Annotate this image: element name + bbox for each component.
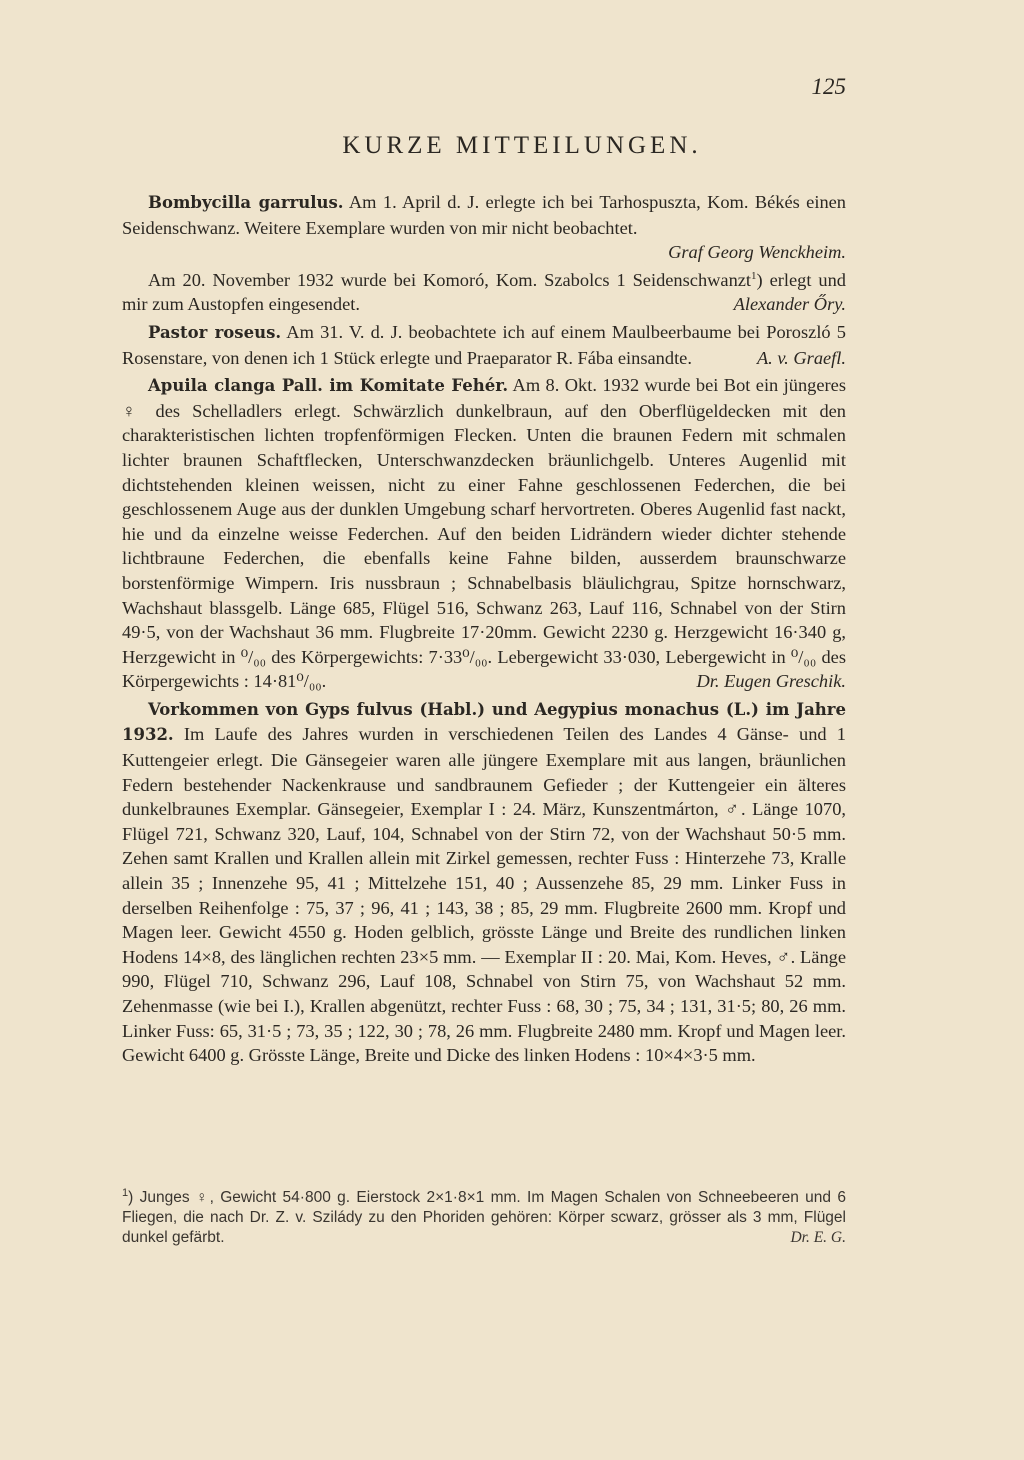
note-title: Pastor roseus. <box>148 322 282 342</box>
note-bombycilla <box>122 190 846 265</box>
footnote-signature: Dr. E. G. <box>790 1229 846 1246</box>
note-text: Am 20. November 1932 wurde bei Komoró, Kom. Szabolcs 1 Seidenschwanzt <box>148 269 752 290</box>
note-text-after: ) erlegt und mir zum Austopfen eingesendet. <box>122 269 846 315</box>
note-signature: Dr. Eugen Greschik. <box>696 671 846 692</box>
note-pastor <box>122 320 846 370</box>
note-text: Im Laufe des Jahres wurden in verschiedenen Teilen des Landes 4 Gänse- und 1 Kuttengeier erlegt. Die Gänsegeier waren alle jüngere Exemplare mit aus langen, bräunlichen Federn bestehender Nackenkrause und sandbraunem Gefieder ; der Kuttengeier ein älteres dunkelbraunes Exemplar. Gänsegeier, Exemplar I : 24. März, Kunszentmárton, ♂. Länge 1070, Flügel 721, Schwanz 320, Lauf, 104, Schnabel von der Stirn 72, von der Wachshaut 50·5 mm. Zehen samt Krallen und Krallen allein mit Zirkel gemessen, rechter Fuss : Hinterzehe 73, Kralle allein 35 ; Innenzehe 95, 41 ; Mittelzehe 151, 40 ; Aussenzehe 85, 29 mm. Linker Fuss in derselben Reihenfolge : 75, 37 ; 96, 41 ; 143, 38 ; 85, 29 mm. Flugbreite 2600 mm. Kropf und Magen leer. Gewicht 4550 g. Hoden gelblich, grösste Länge und Breite des rundlichen linken Hodens 14×8, des länglichen rechten 23×5 mm. — Exemplar II : 20. Mai, Kom. Heves, ♂. Länge 990, Flügel 710, Schwanz 296, Lauf 108, Schnabel von Stirn 75, von Wachshaut 52 mm. Zehenmasse (wie bei I.), Krallen abgenützt, rechter Fuss : 68, 30 ; 75, 34 ; 131, 31·5; 80, 26 mm. Linker Fuss: 65, 31·5 ; 73, 35 ; 122, 30 ; 78, 26 mm. Flugbreite 2480 mm. Kropf und Magen leer. Gewicht 6400 g. Grösste Länge, Breite und Dicke des linken Hodens : 10×4×3·5 mm. <box>122 724 846 1066</box>
note-seidenschwanz <box>122 268 846 317</box>
note-signature: Graf Georg Wenckheim. <box>668 242 846 263</box>
footnote-text: ) Junges ♀, Gewicht 54·800 g. Eierstock 2×1·8×1 mm. Im Magen Schalen von Schneebeeren und 6 Fliegen, die nach Dr. Z. v. Szilády zu den Phoriden gehören: Körper scwarz, grösser als 3 mm, Flügel dunkel gefärbt. <box>122 1189 846 1246</box>
note-gyps <box>122 697 846 1068</box>
note-signature: Alexander Őry. <box>733 294 846 315</box>
note-text: Am 8. Okt. 1932 wurde bei Bot ein jüngeres ♀ des Schelladlers erlegt. Schwärzlich dunkelbraun, auf den Oberflügeldecken mit den charakteristischen lichten tropfenförmigen Flecken. Unten die braunen Federn mit schmalen lichter braunen Schaftflecken, Unterschwanzdecken bräunlichgelb. Unteres Augenlid mit dichtstehenden kleinen weissen, nicht zu einer Fahne geschlossenen Federchen, die bei geschlossenem Auge aus der dunklen Umgebung scharf hervortreten. Oberes Augenlid fast nackt, hie und da einzelne weisse Federchen. Auf den beiden Lidrändern wieder dichter stehende lichtbraune Federchen, die ebenfalls keine Fahne bilden, ausserdem braunschwarze borstenförmige Wimpern. Iris nussbraun ; Schnabelbasis bläulichgrau, Spitze hornschwarz, Wachshaut blassgelb. Länge 685, Flügel 516, Schwanz 263, Lauf 116, Schnabel von der Stirn 49·5, von der Wachshaut 36 mm. Flugbreite 17·20mm. Gewicht 2230 g. Herzgewicht 16·340 g, Herzgewicht in ⁰/₀₀ des Körpergewichts: 7·33⁰/₀₀. Lebergewicht 33·030, Lebergewicht in ⁰/₀₀ des Körpergewichts : 14·81⁰/₀₀. <box>122 375 846 692</box>
note-title: Apuila clanga Pall. im Komitate Fehér. <box>148 376 509 396</box>
footnote-marker: 1 <box>122 1186 129 1199</box>
note-text: Am 1. April d. J. erlegte ich bei Tarhospuszta, Kom. Békés einen Seidenschwanz. Weitere Exemplare wurden von mir nicht beobachtet. <box>122 192 846 238</box>
footnote-ref: 1 <box>751 269 757 282</box>
note-title: Bombycilla garrulus. <box>148 193 344 212</box>
footnote <box>122 1188 846 1248</box>
page-number: 125 <box>811 74 846 99</box>
note-aquila <box>122 373 846 694</box>
article-body <box>122 190 846 1071</box>
note-text: Am 31. V. d. J. beobachtete ich auf einem Maulbeerbaume bei Poroszló 5 Rosenstare, von denen ich 1 Stück erlegte und Praeparator R. Fába einsandte. <box>122 321 846 368</box>
note-signature: A. v. Graefl. <box>756 347 846 368</box>
section-heading: KURZE MITTEILUNGEN. <box>342 132 702 159</box>
note-title: Vorkommen von Gyps fulvus (Habl.) und Aegypius monachus (L.) im Jahre 1932. <box>122 699 846 745</box>
